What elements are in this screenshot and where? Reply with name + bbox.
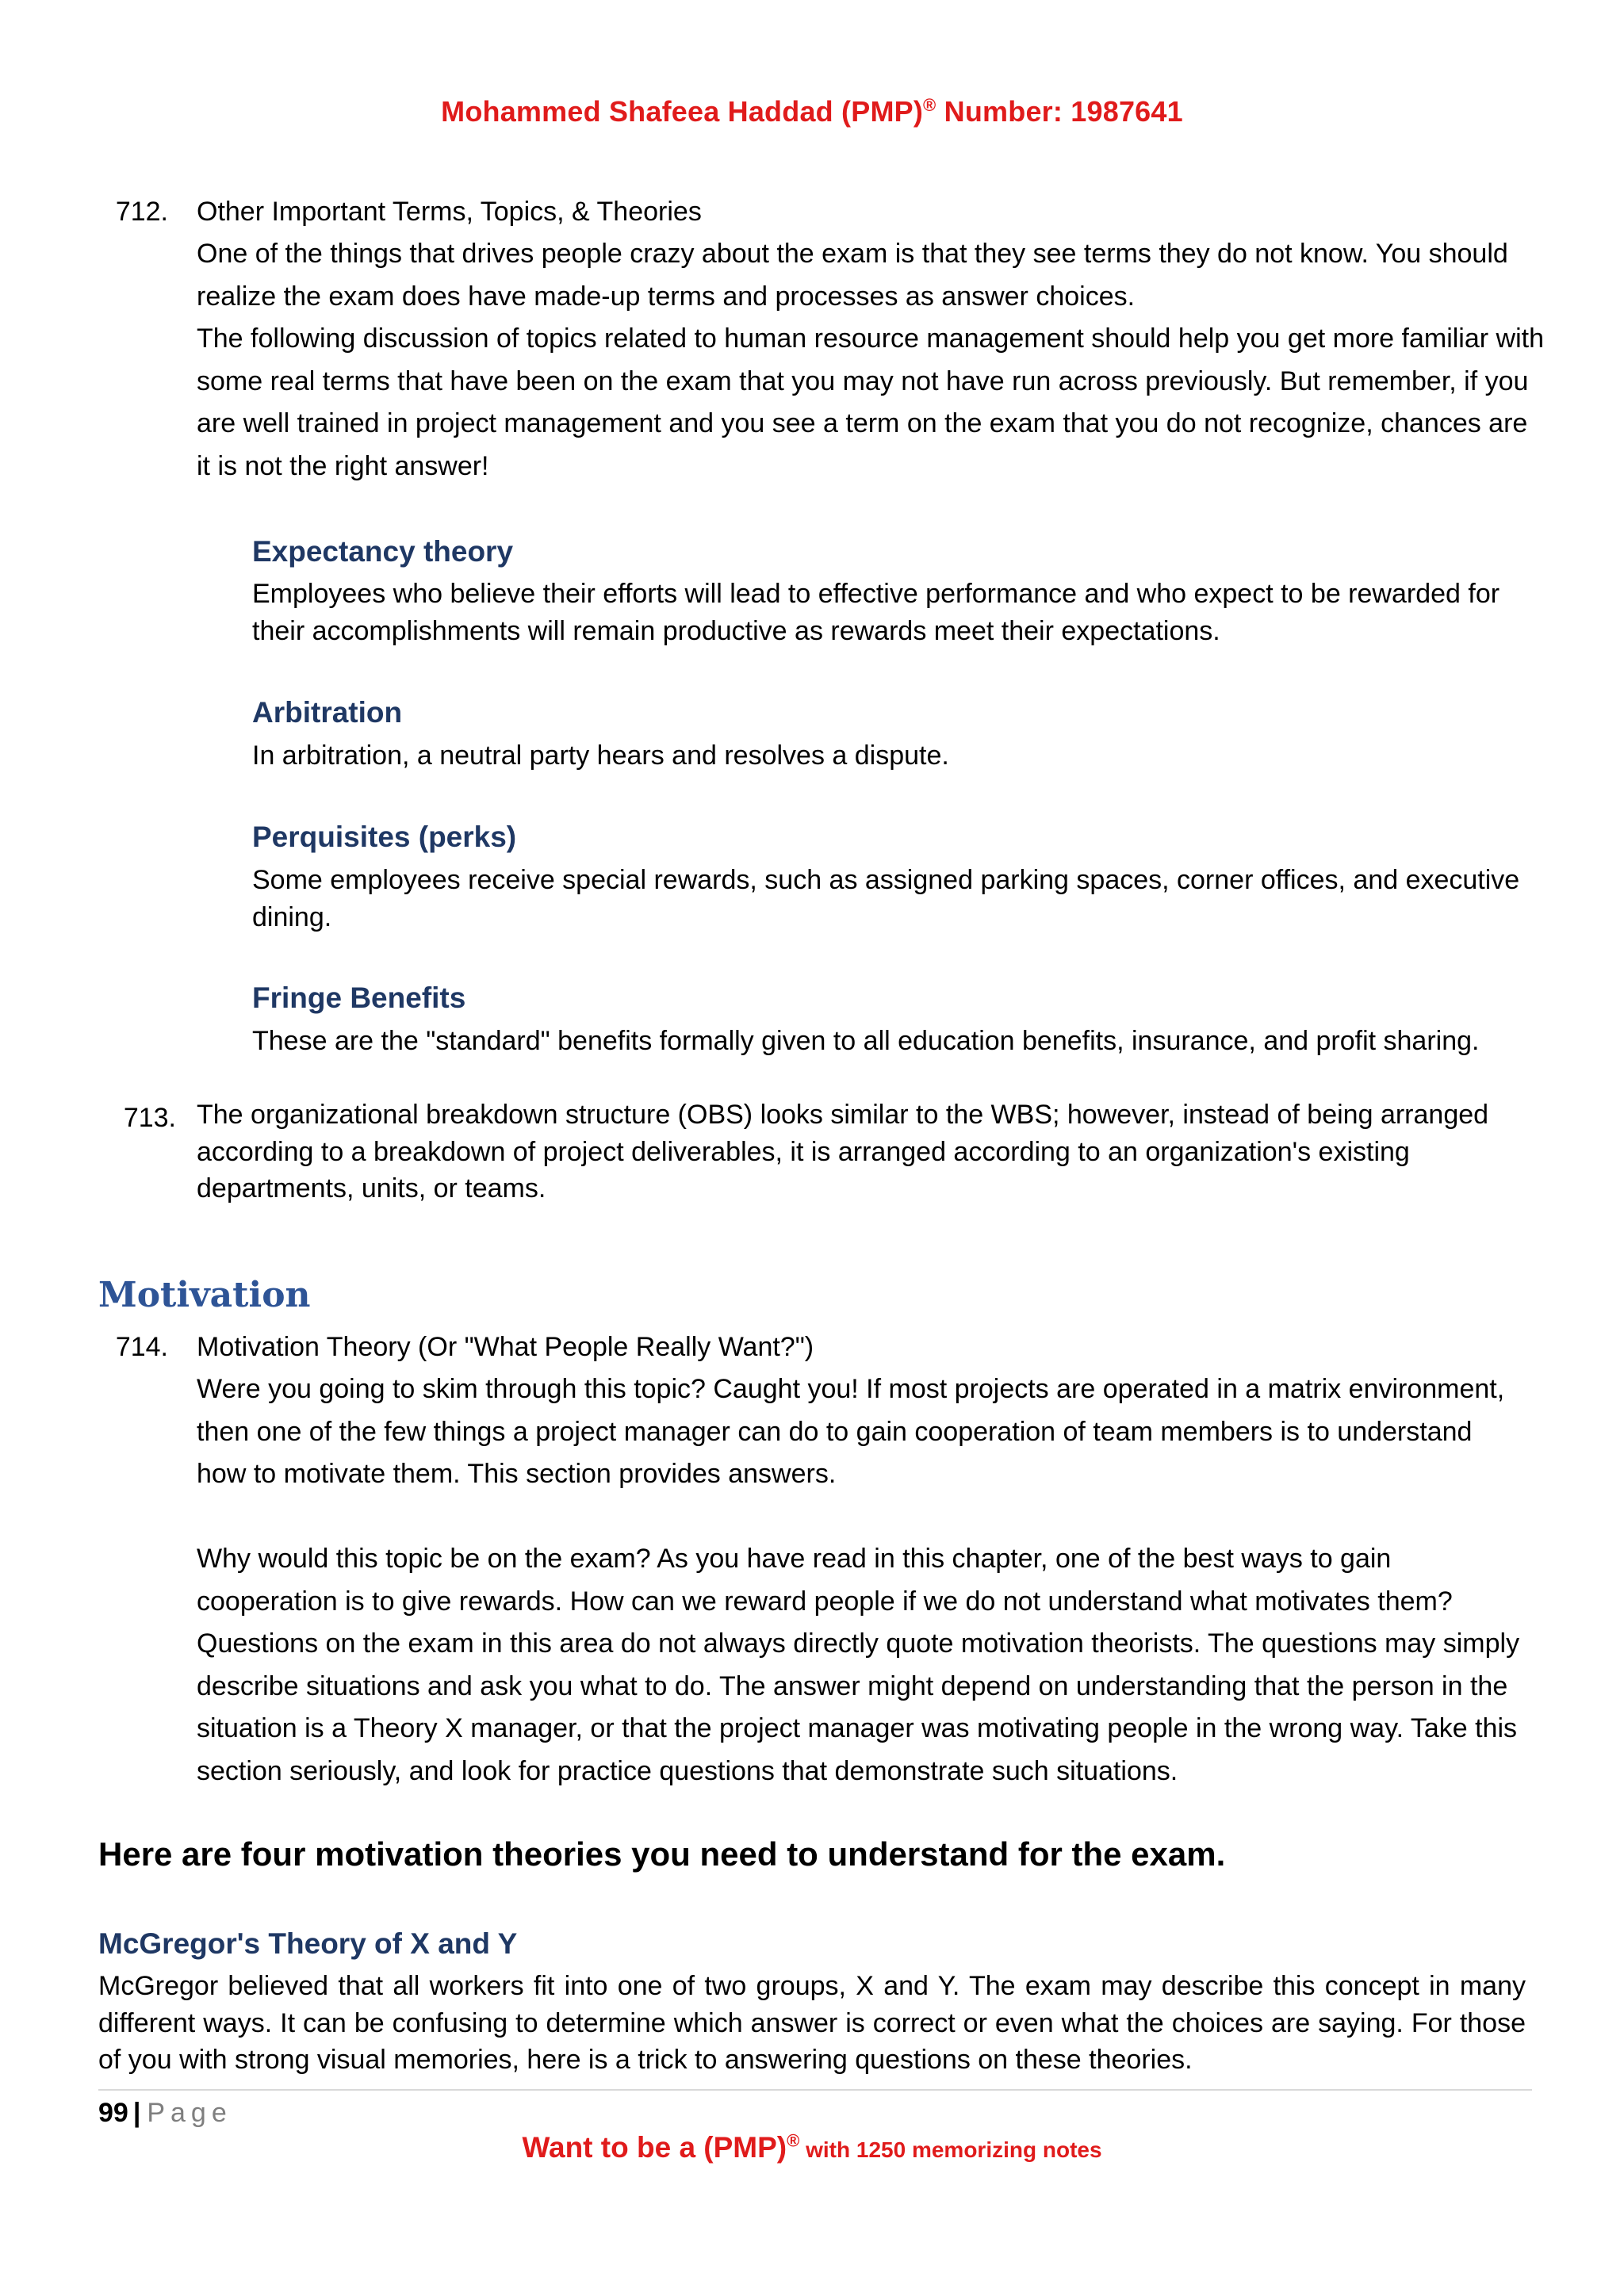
item-number-712: 712. (115, 197, 168, 227)
footer-cta-small: with 1250 memorizing notes (799, 2137, 1102, 2162)
pmp-number: Number: 1987641 (936, 95, 1183, 128)
term-heading-expectancy: Expectancy theory (252, 535, 514, 568)
page-header-title (0, 95, 1624, 128)
footer-cta (0, 2131, 1624, 2164)
term-body-arbitration: In arbitration, a neutral party hears and resolves a dispute. (252, 740, 949, 771)
term-body-fringe: These are the "standard" benefits formally given to all education benefits, insurance, and profit sharing. (252, 1026, 1480, 1056)
item-713-text: The organizational breakdown structure (OBS) looks similar to the WBS; however, instead of being arranged according to a breakdown of project deliverables, it is arranged according to an organization's existing departments, units, or teams. (197, 1100, 1489, 1203)
page-label: Page (147, 2098, 232, 2128)
item-712-paragraph-1: One of the things that drives people crazy about the exam is that they see terms they do not know. You should realize the exam does have made-up terms and processes as answer choices. (197, 239, 1508, 312)
page-number-line (98, 2095, 232, 2130)
registered-mark: ® (923, 95, 936, 115)
item-714-paragraph-2: Why would this topic be on the exam? As you have read in this chapter, one of the best ways to gain cooperation is to give rewards. How can we reward people if we do not understand what motivates them? Questions on the exam in this area do not always directly quote motivation theorists. The questions may simply describe situations and ask you what to do. The answer might depend on understanding that the person in the situation is a Theory X manager, or that the project manager was motivating people in the wrong way. Take this section seriously, and look for practice questions that demonstrate such situations. (197, 1544, 1520, 1786)
term-heading-arbitration: Arbitration (252, 696, 403, 729)
item-number-713: 713. (123, 1103, 176, 1133)
term-body-perks: Some employees receive special rewards, such as assigned parking spaces, corner offices, and executive dining. (252, 865, 1520, 932)
item-number-714: 714. (115, 1332, 168, 1362)
item-712-paragraph-2: The following discussion of topics related to human resource management should help you get more familiar with some real terms that have been on the exam that you may not have run across previously. But remember, if you are well trained in project management and you see a term on the exam that you do not recognize, chances are it is not the right answer! (197, 323, 1545, 481)
term-heading-perks: Perquisites (perks) (252, 821, 517, 853)
page-separator: | (132, 2098, 141, 2128)
mcgregor-heading: McGregor's Theory of X and Y (98, 1927, 518, 1960)
mcgregor-text: McGregor believed that all workers fit into one of two groups, X and Y. The exam may describe this concept in many different ways. It can be confusing to determine which answer is correct or even what the choices are saying. For those of you with strong visual memories, here is a trick to answering questions on these theories. (98, 1971, 1526, 2075)
footer-cta-main: Want to be a (PMP) (522, 2131, 787, 2164)
page-number: 99 (98, 2098, 128, 2128)
four-theories-heading: Here are four motivation theories you need to understand for the exam. (98, 1835, 1226, 1873)
footer-registered-mark: ® (787, 2130, 800, 2151)
section-heading-motivation: Motivation (98, 1275, 311, 1315)
term-heading-fringe: Fringe Benefits (252, 982, 466, 1014)
item-712-title: Other Important Terms, Topics, & Theories (197, 197, 702, 227)
author-name: Mohammed Shafeea Haddad (PMP) (441, 95, 924, 128)
footer-divider (98, 2089, 1532, 2091)
term-body-expectancy: Employees who believe their efforts will lead to effective performance and who expect to be rewarded for their accomplishments will remain productive as rewards meet their expectations. (252, 579, 1500, 646)
item-714-title: Motivation Theory (Or "What People Really Want?") (197, 1332, 814, 1362)
item-714-paragraph-1: Were you going to skim through this topic? Caught you! If most projects are operated in a matrix environment, then one of the few things a project manager can do to gain cooperation of team members is to understand how to motivate them. This section provides answers. (197, 1374, 1505, 1489)
